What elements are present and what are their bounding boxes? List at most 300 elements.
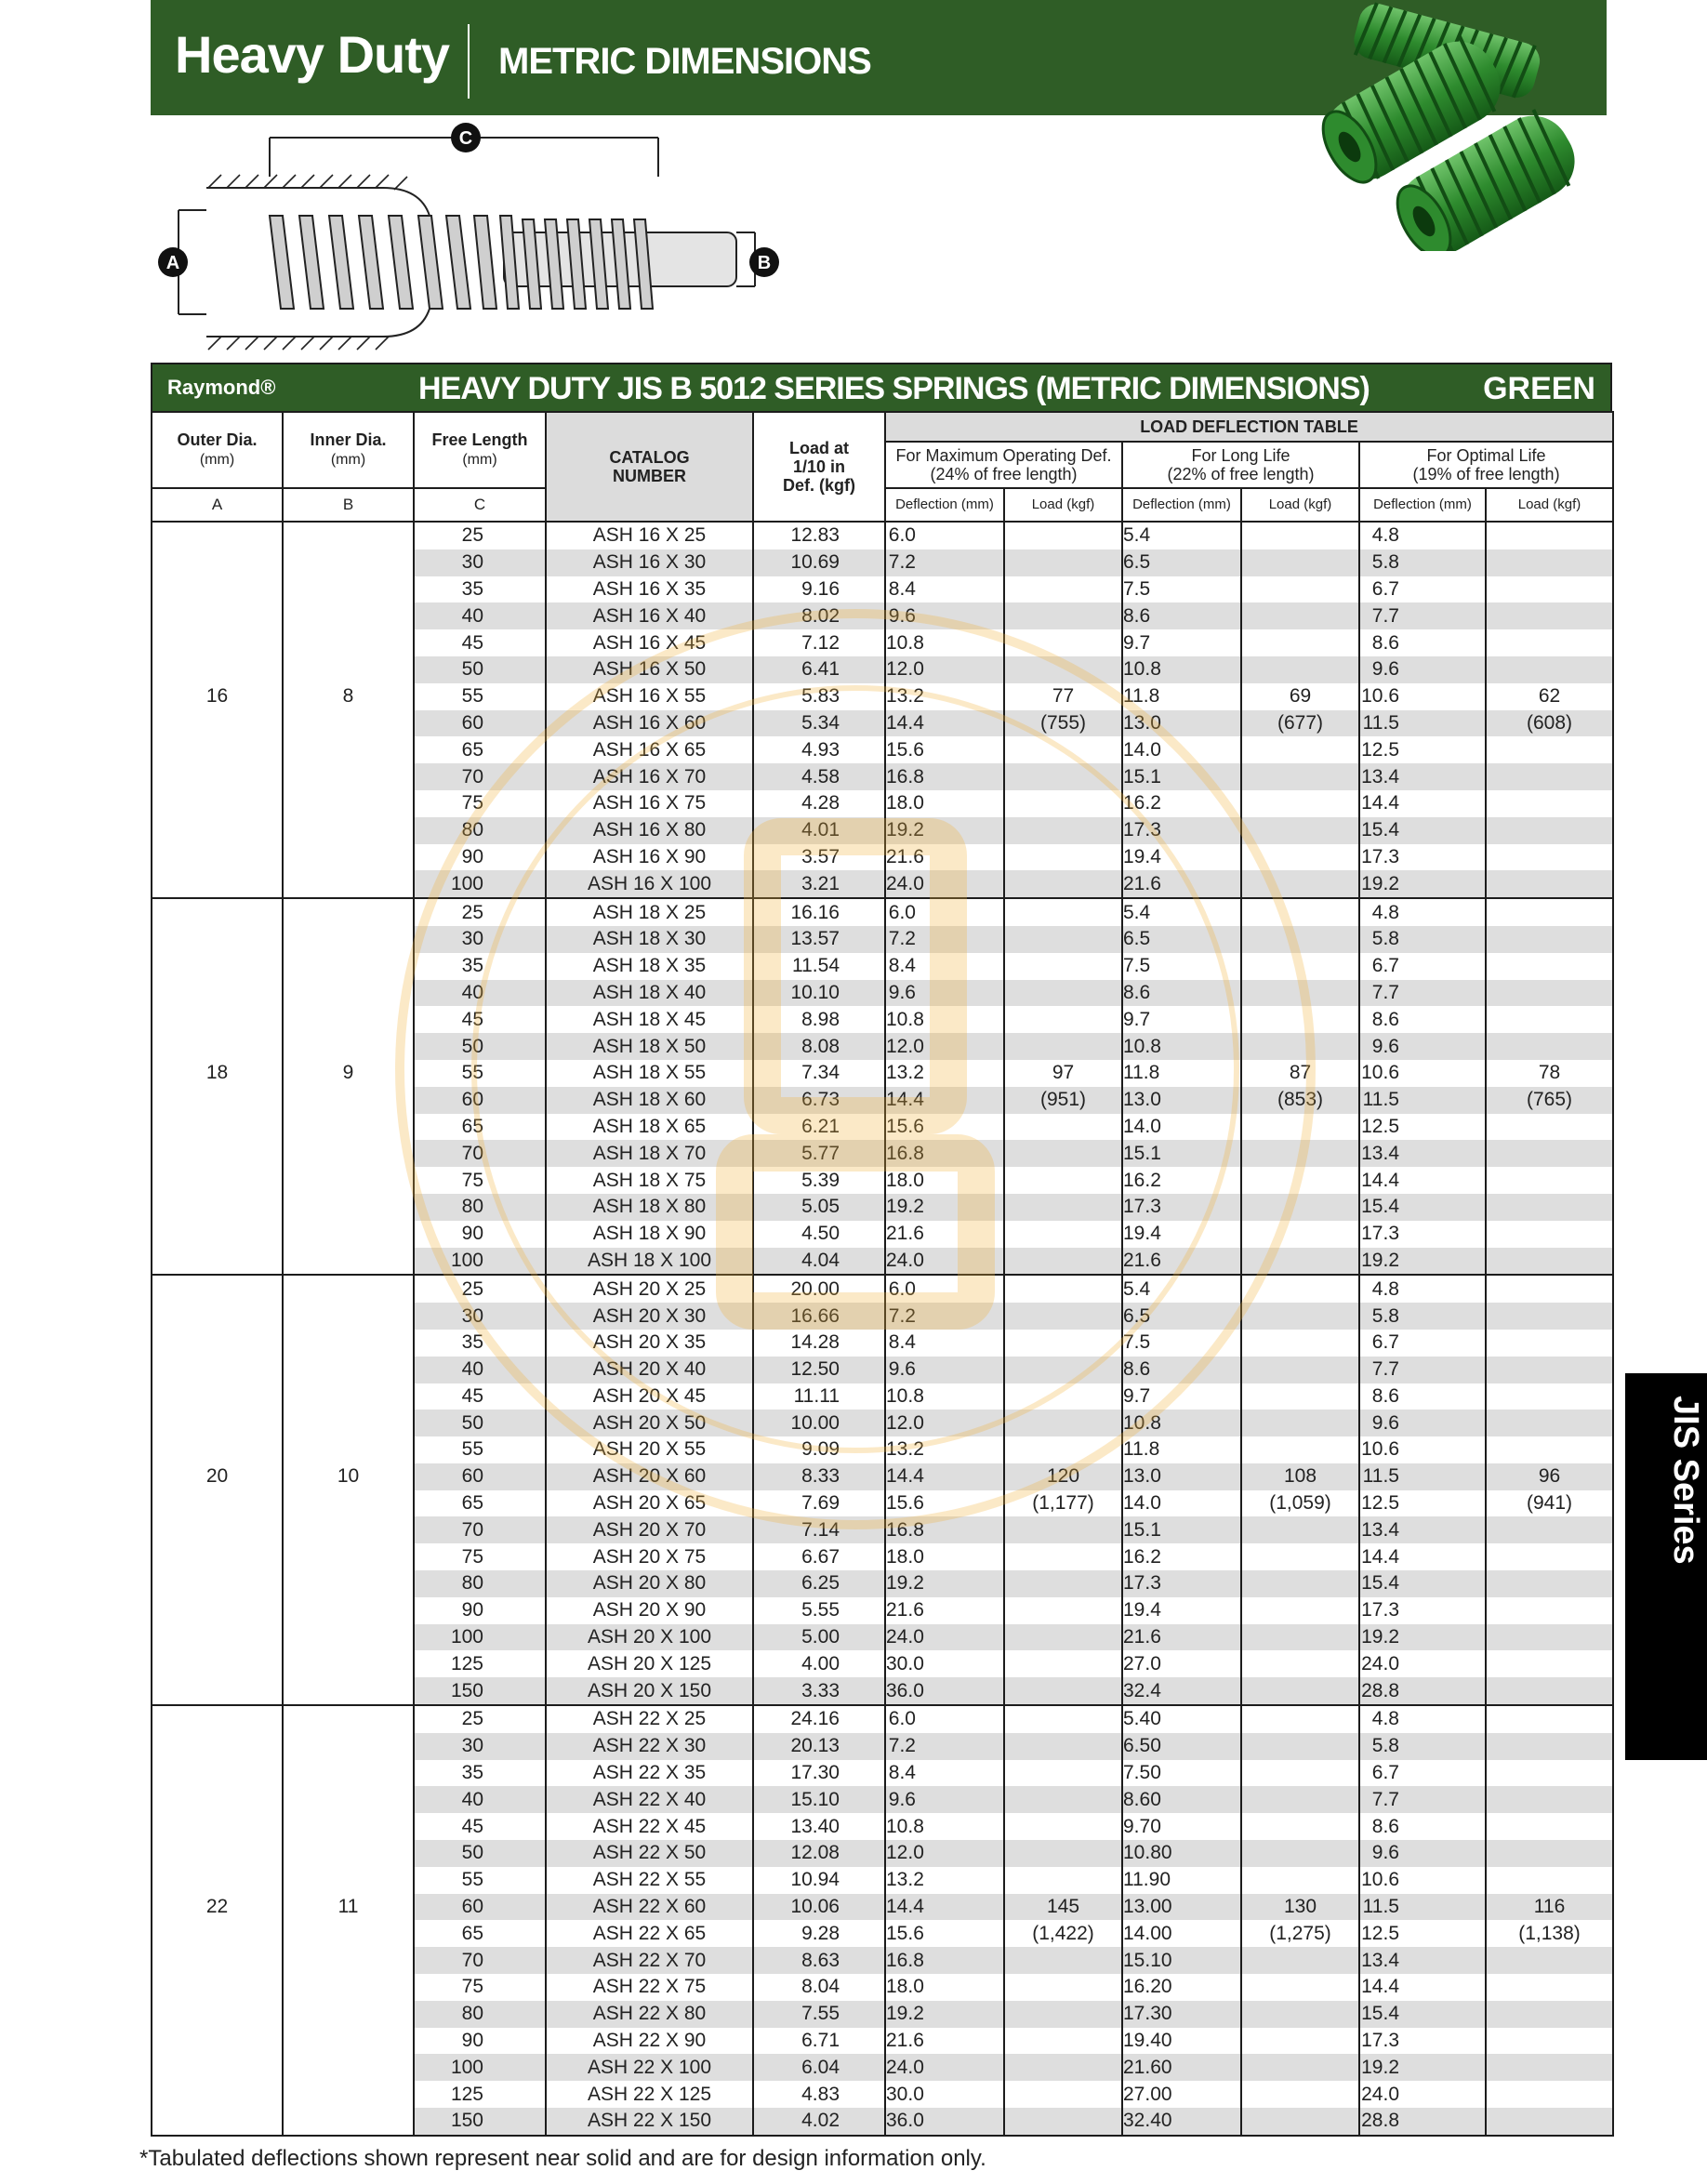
free-length-cell: 75 [414, 1974, 546, 2001]
free-length-cell: 35 [414, 1330, 546, 1357]
free-length-cell: 55 [414, 1867, 546, 1894]
deflection-long-cell: 6.5 [1122, 549, 1241, 576]
inner-dia-cell: 10 [283, 1463, 414, 1490]
load-cell: 15.10 [753, 1786, 885, 1813]
deflection-optimal-cell: 6.7 [1359, 1760, 1486, 1787]
load-long-cell [1241, 1733, 1359, 1760]
table-row [152, 1705, 1613, 1733]
load-long-cell [1241, 1677, 1359, 1705]
load-optimal-cell [1486, 790, 1613, 817]
load-cell: 8.63 [753, 1947, 885, 1974]
free-length-cell: 25 [414, 1275, 546, 1303]
table-row [152, 1733, 1613, 1760]
deflection-long-cell: 5.4 [1122, 522, 1241, 549]
deflection-max-cell: 8.4 [885, 1760, 1004, 1787]
load-optimal-cell [1486, 1357, 1613, 1383]
inner-dia-cell [283, 1275, 414, 1303]
col-free-length: Free Length (mm) [414, 412, 546, 488]
catalog-number-cell: ASH 16 X 35 [546, 576, 753, 603]
free-length-cell: 55 [414, 1436, 546, 1463]
deflection-max-cell: 10.8 [885, 1383, 1004, 1410]
deflection-long-cell: 8.6 [1122, 980, 1241, 1007]
catalog-number-cell: ASH 22 X 55 [546, 1867, 753, 1894]
deflection-long-cell: 14.0 [1122, 1114, 1241, 1141]
load-max-cell [1004, 1275, 1122, 1303]
load-max-cell [1004, 790, 1122, 817]
free-length-cell: 30 [414, 1303, 546, 1330]
deflection-max-cell: 18.0 [885, 1543, 1004, 1570]
inner-dia-cell [283, 1650, 414, 1677]
load-cell: 24.16 [753, 1705, 885, 1733]
free-length-cell: 90 [414, 1221, 546, 1248]
free-length-cell: 70 [414, 1947, 546, 1974]
deflection-long-cell: 5.4 [1122, 898, 1241, 926]
deflection-optimal-cell: 15.4 [1359, 1194, 1486, 1221]
inner-dia-cell: 9 [283, 1060, 414, 1087]
load-max-cell [1004, 2054, 1122, 2081]
inner-dia-cell [283, 1760, 414, 1787]
table-row [152, 1920, 1613, 1947]
deflection-optimal-cell: 15.4 [1359, 2001, 1486, 2028]
inner-dia-cell [283, 656, 414, 683]
table-row [152, 844, 1613, 871]
load-optimal-cell [1486, 1330, 1613, 1357]
page-subtitle: METRIC DIMENSIONS [498, 41, 871, 82]
inner-dia-cell [283, 1677, 414, 1705]
free-length-cell: 90 [414, 1597, 546, 1624]
catalog-number-cell: ASH 22 X 125 [546, 2081, 753, 2108]
catalog-number-cell: ASH 16 X 60 [546, 710, 753, 737]
deflection-long-cell: 9.7 [1122, 1383, 1241, 1410]
table-row [152, 2054, 1613, 2081]
load-optimal-cell [1486, 1840, 1613, 1867]
inner-dia-cell [283, 710, 414, 737]
load-cell: 5.00 [753, 1624, 885, 1651]
load-long-cell [1241, 1194, 1359, 1221]
load-optimal-cell [1486, 602, 1613, 629]
outer-dia-cell [152, 1597, 283, 1624]
catalog-number-cell: ASH 22 X 60 [546, 1894, 753, 1921]
load-max-cell [1004, 898, 1122, 926]
free-length-cell: 80 [414, 2001, 546, 2028]
deflection-max-cell: 15.6 [885, 1490, 1004, 1517]
outer-dia-cell [152, 1786, 283, 1813]
deflection-optimal-cell: 28.8 [1359, 2108, 1486, 2136]
load-max-cell [1004, 549, 1122, 576]
deflection-optimal-cell: 7.7 [1359, 1786, 1486, 1813]
free-length-cell: 40 [414, 980, 546, 1007]
deflection-long-cell: 19.4 [1122, 1221, 1241, 1248]
deflection-optimal-cell: 12.5 [1359, 1114, 1486, 1141]
free-length-cell: 30 [414, 1733, 546, 1760]
catalog-number-cell: ASH 16 X 100 [546, 870, 753, 898]
catalog-number-cell: ASH 18 X 75 [546, 1167, 753, 1194]
load-long-cell [1241, 1705, 1359, 1733]
inner-dia-cell [283, 1974, 414, 2001]
load-cell: 6.21 [753, 1114, 885, 1141]
load-max-cell: (951) [1004, 1087, 1122, 1114]
outer-dia-cell [152, 926, 283, 953]
load-optimal-cell [1486, 576, 1613, 603]
load-long-cell [1241, 1543, 1359, 1570]
load-long-cell [1241, 2108, 1359, 2136]
load-optimal-cell [1486, 1705, 1613, 1733]
load-cell: 9.09 [753, 1436, 885, 1463]
load-max-cell [1004, 763, 1122, 790]
deflection-long-cell: 19.4 [1122, 1597, 1241, 1624]
deflection-optimal-cell: 13.4 [1359, 1947, 1486, 1974]
load-max-cell [1004, 1705, 1122, 1733]
deflection-optimal-cell: 28.8 [1359, 1677, 1486, 1705]
deflection-max-cell: 15.6 [885, 736, 1004, 763]
deflection-optimal-cell: 11.5 [1359, 1463, 1486, 1490]
load-max-cell [1004, 602, 1122, 629]
table-row [152, 953, 1613, 980]
outer-dia-cell [152, 953, 283, 980]
free-length-cell: 65 [414, 736, 546, 763]
table-row [152, 790, 1613, 817]
outer-dia-cell [152, 1974, 283, 2001]
deflection-optimal-cell: 17.3 [1359, 2028, 1486, 2055]
load-cell: 9.16 [753, 576, 885, 603]
free-length-cell: 100 [414, 1248, 546, 1276]
table-row [152, 2108, 1613, 2136]
inner-dia-cell [283, 1303, 414, 1330]
load-max-cell [1004, 1436, 1122, 1463]
title-divider [468, 24, 470, 99]
table-title: HEAVY DUTY JIS B 5012 SERIES SPRINGS (METRIC DIMENSIONS) [418, 371, 1370, 406]
catalog-number-cell: ASH 22 X 80 [546, 2001, 753, 2028]
inner-dia-cell [283, 549, 414, 576]
deflection-long-cell: 6.5 [1122, 926, 1241, 953]
deflection-optimal-cell: 17.3 [1359, 844, 1486, 871]
load-optimal-cell [1486, 1677, 1613, 1705]
deflection-max-cell: 6.0 [885, 522, 1004, 549]
load-max-cell [1004, 1383, 1122, 1410]
load-optimal-cell [1486, 1597, 1613, 1624]
deflection-optimal-cell: 12.5 [1359, 1490, 1486, 1517]
load-max-cell [1004, 1813, 1122, 1840]
outer-dia-cell [152, 576, 283, 603]
inner-dia-cell [283, 790, 414, 817]
catalog-number-cell: ASH 22 X 70 [546, 1947, 753, 1974]
free-length-cell: 80 [414, 817, 546, 844]
load-max-cell [1004, 656, 1122, 683]
page-title: Heavy Duty [175, 25, 450, 84]
table-row [152, 1974, 1613, 2001]
load-long-cell [1241, 1624, 1359, 1651]
load-long-cell [1241, 602, 1359, 629]
col-load-long: Load (kgf) [1241, 488, 1359, 522]
inner-dia-cell [283, 2054, 414, 2081]
free-length-cell: 100 [414, 870, 546, 898]
diagram-label-c: C [458, 128, 473, 149]
free-length-cell: 45 [414, 1006, 546, 1033]
load-optimal-cell [1486, 1786, 1613, 1813]
catalog-number-cell: ASH 18 X 55 [546, 1060, 753, 1087]
outer-dia-cell [152, 980, 283, 1007]
catalog-number-cell: ASH 16 X 50 [546, 656, 753, 683]
inner-dia-cell [283, 1087, 414, 1114]
load-cell: 5.39 [753, 1167, 885, 1194]
outer-dia-cell [152, 1920, 283, 1947]
deflection-long-cell: 8.60 [1122, 1786, 1241, 1813]
load-max-cell [1004, 1516, 1122, 1543]
load-long-cell [1241, 2028, 1359, 2055]
deflection-long-cell: 13.00 [1122, 1894, 1241, 1921]
outer-dia-cell [152, 1677, 283, 1705]
deflection-optimal-cell: 19.2 [1359, 2054, 1486, 2081]
outer-dia-cell [152, 1410, 283, 1436]
deflection-max-cell: 14.4 [885, 1087, 1004, 1114]
deflection-optimal-cell: 10.6 [1359, 1060, 1486, 1087]
inner-dia-cell [283, 1867, 414, 1894]
table-row [152, 1248, 1613, 1276]
load-cell: 10.06 [753, 1894, 885, 1921]
table-row [152, 1330, 1613, 1357]
deflection-long-cell: 21.6 [1122, 870, 1241, 898]
table-row [152, 736, 1613, 763]
free-length-cell: 70 [414, 1516, 546, 1543]
load-optimal-cell: 78 [1486, 1060, 1613, 1087]
load-max-cell [1004, 1006, 1122, 1033]
load-optimal-cell [1486, 1974, 1613, 2001]
load-optimal-cell [1486, 1006, 1613, 1033]
inner-dia-cell [283, 2028, 414, 2055]
outer-dia-cell [152, 1140, 283, 1167]
free-length-cell: 25 [414, 898, 546, 926]
catalog-number-cell: ASH 18 X 80 [546, 1194, 753, 1221]
deflection-optimal-cell: 7.7 [1359, 980, 1486, 1007]
free-length-cell: 55 [414, 1060, 546, 1087]
load-max-cell [1004, 576, 1122, 603]
deflection-long-cell: 17.30 [1122, 2001, 1241, 2028]
load-cell: 4.02 [753, 2108, 885, 2136]
deflection-long-cell: 9.70 [1122, 1813, 1241, 1840]
table-row [152, 1597, 1613, 1624]
load-long-cell [1241, 1760, 1359, 1787]
load-max-cell [1004, 1733, 1122, 1760]
table-row [152, 2001, 1613, 2028]
group-long-life: For Long Life (22% of free length) [1122, 442, 1359, 488]
green-springs-image [1292, 0, 1608, 251]
outer-dia-cell [152, 1543, 283, 1570]
deflection-optimal-cell: 5.8 [1359, 926, 1486, 953]
inner-dia-cell [283, 736, 414, 763]
load-max-cell [1004, 1974, 1122, 2001]
free-length-cell: 40 [414, 1786, 546, 1813]
free-length-cell: 65 [414, 1490, 546, 1517]
deflection-optimal-cell: 14.4 [1359, 1167, 1486, 1194]
deflection-optimal-cell: 5.8 [1359, 549, 1486, 576]
load-max-cell [1004, 1194, 1122, 1221]
deflection-long-cell: 32.4 [1122, 1677, 1241, 1705]
load-max-cell [1004, 1167, 1122, 1194]
catalog-number-cell: ASH 20 X 90 [546, 1597, 753, 1624]
col-load-optimal: Load (kgf) [1486, 488, 1613, 522]
deflection-max-cell: 8.4 [885, 1330, 1004, 1357]
deflection-max-cell: 30.0 [885, 1650, 1004, 1677]
load-max-cell [1004, 953, 1122, 980]
free-length-cell: 75 [414, 790, 546, 817]
free-length-cell: 40 [414, 602, 546, 629]
outer-dia-cell [152, 1490, 283, 1517]
load-cell: 12.50 [753, 1357, 885, 1383]
deflection-max-cell: 24.0 [885, 870, 1004, 898]
outer-dia-cell [152, 1194, 283, 1221]
free-length-cell: 70 [414, 1140, 546, 1167]
deflection-max-cell: 16.8 [885, 763, 1004, 790]
deflection-max-cell: 16.8 [885, 1947, 1004, 1974]
deflection-long-cell: 19.40 [1122, 2028, 1241, 2055]
catalog-number-cell: ASH 16 X 30 [546, 549, 753, 576]
load-long-cell [1241, 763, 1359, 790]
table-row [152, 1303, 1613, 1330]
load-optimal-cell [1486, 1194, 1613, 1221]
load-long-cell [1241, 629, 1359, 656]
deflection-long-cell: 15.1 [1122, 1516, 1241, 1543]
deflection-optimal-cell: 6.7 [1359, 953, 1486, 980]
catalog-number-cell: ASH 18 X 70 [546, 1140, 753, 1167]
load-optimal-cell: (765) [1486, 1087, 1613, 1114]
deflection-max-cell: 13.2 [885, 1436, 1004, 1463]
catalog-number-cell: ASH 22 X 45 [546, 1813, 753, 1840]
deflection-long-cell: 10.8 [1122, 1033, 1241, 1060]
load-optimal-cell [1486, 1140, 1613, 1167]
load-long-cell [1241, 1516, 1359, 1543]
load-optimal-cell [1486, 1033, 1613, 1060]
deflection-optimal-cell: 8.6 [1359, 1006, 1486, 1033]
spring-spec-table [151, 411, 1614, 2137]
deflection-long-cell: 9.7 [1122, 1006, 1241, 1033]
load-max-cell [1004, 1867, 1122, 1894]
load-long-cell [1241, 1248, 1359, 1276]
deflection-optimal-cell: 14.4 [1359, 1974, 1486, 2001]
catalog-number-cell: ASH 18 X 40 [546, 980, 753, 1007]
load-cell: 13.40 [753, 1813, 885, 1840]
load-cell: 8.98 [753, 1006, 885, 1033]
load-cell: 6.04 [753, 2054, 885, 2081]
outer-dia-cell [152, 1570, 283, 1597]
load-max-cell [1004, 522, 1122, 549]
table-row [152, 549, 1613, 576]
load-optimal-cell [1486, 953, 1613, 980]
free-length-cell: 125 [414, 2081, 546, 2108]
catalog-number-cell: ASH 20 X 35 [546, 1330, 753, 1357]
deflection-long-cell: 11.90 [1122, 1867, 1241, 1894]
load-long-cell [1241, 1436, 1359, 1463]
inner-dia-cell [283, 576, 414, 603]
deflection-max-cell: 15.6 [885, 1920, 1004, 1947]
catalog-number-cell: ASH 18 X 60 [546, 1087, 753, 1114]
load-optimal-cell [1486, 1248, 1613, 1276]
load-max-cell [1004, 629, 1122, 656]
load-optimal-cell [1486, 1275, 1613, 1303]
deflection-optimal-cell: 5.8 [1359, 1733, 1486, 1760]
load-cell: 9.28 [753, 1920, 885, 1947]
deflection-optimal-cell: 4.8 [1359, 1275, 1486, 1303]
deflection-optimal-cell: 7.7 [1359, 602, 1486, 629]
load-long-cell [1241, 1786, 1359, 1813]
load-long-cell [1241, 1033, 1359, 1060]
outer-dia-cell [152, 1114, 283, 1141]
table-row [152, 926, 1613, 953]
outer-dia-cell [152, 1167, 283, 1194]
load-long-cell [1241, 2081, 1359, 2108]
catalog-number-cell: ASH 18 X 45 [546, 1006, 753, 1033]
deflection-optimal-cell: 17.3 [1359, 1597, 1486, 1624]
deflection-max-cell: 24.0 [885, 1624, 1004, 1651]
load-cell: 5.83 [753, 683, 885, 710]
load-optimal-cell [1486, 817, 1613, 844]
load-cell: 8.08 [753, 1033, 885, 1060]
load-optimal-cell: (608) [1486, 710, 1613, 737]
load-max-cell [1004, 1221, 1122, 1248]
outer-dia-cell [152, 2054, 283, 2081]
load-long-cell [1241, 1650, 1359, 1677]
load-cell: 7.14 [753, 1516, 885, 1543]
table-row [152, 1436, 1613, 1463]
deflection-optimal-cell: 19.2 [1359, 1248, 1486, 1276]
load-max-cell [1004, 1947, 1122, 1974]
deflection-optimal-cell: 15.4 [1359, 1570, 1486, 1597]
deflection-max-cell: 16.8 [885, 1140, 1004, 1167]
load-long-cell [1241, 1006, 1359, 1033]
jis-series-tab[interactable] [1625, 1373, 1707, 1760]
load-optimal-cell [1486, 1221, 1613, 1248]
load-cell: 12.83 [753, 522, 885, 549]
load-max-cell [1004, 1033, 1122, 1060]
deflection-max-cell: 9.6 [885, 1786, 1004, 1813]
footnote: *Tabulated deflections shown represent near solid and are for design information only. [139, 2146, 986, 2171]
inner-dia-cell [283, 1570, 414, 1597]
deflection-max-cell: 36.0 [885, 1677, 1004, 1705]
load-long-cell [1241, 817, 1359, 844]
outer-dia-cell [152, 1383, 283, 1410]
catalog-number-cell: ASH 22 X 50 [546, 1840, 753, 1867]
deflection-optimal-cell: 13.4 [1359, 1516, 1486, 1543]
inner-dia-cell [283, 1786, 414, 1813]
load-max-cell [1004, 926, 1122, 953]
col-key-c: C [414, 488, 546, 522]
deflection-max-cell: 7.2 [885, 1733, 1004, 1760]
deflection-max-cell: 13.2 [885, 1867, 1004, 1894]
table-row [152, 710, 1613, 737]
free-length-cell: 150 [414, 1677, 546, 1705]
deflection-optimal-cell: 4.8 [1359, 522, 1486, 549]
deflection-optimal-cell: 15.4 [1359, 817, 1486, 844]
deflection-optimal-cell: 6.7 [1359, 1330, 1486, 1357]
load-cell: 3.57 [753, 844, 885, 871]
inner-dia-cell [283, 2001, 414, 2028]
load-max-cell [1004, 1786, 1122, 1813]
load-optimal-cell [1486, 2054, 1613, 2081]
load-cell: 6.41 [753, 656, 885, 683]
deflection-max-cell: 15.6 [885, 1114, 1004, 1141]
outer-dia-cell [152, 710, 283, 737]
table-row [152, 2081, 1613, 2108]
deflection-optimal-cell: 4.8 [1359, 898, 1486, 926]
table-row [152, 1006, 1613, 1033]
deflection-optimal-cell: 5.8 [1359, 1303, 1486, 1330]
jis-series-tab-label: JIS Series [1666, 1396, 1705, 1565]
table-row [152, 629, 1613, 656]
deflection-long-cell: 7.5 [1122, 576, 1241, 603]
deflection-optimal-cell: 9.6 [1359, 656, 1486, 683]
load-max-cell [1004, 1140, 1122, 1167]
outer-dia-cell [152, 1650, 283, 1677]
table-row [152, 1760, 1613, 1787]
